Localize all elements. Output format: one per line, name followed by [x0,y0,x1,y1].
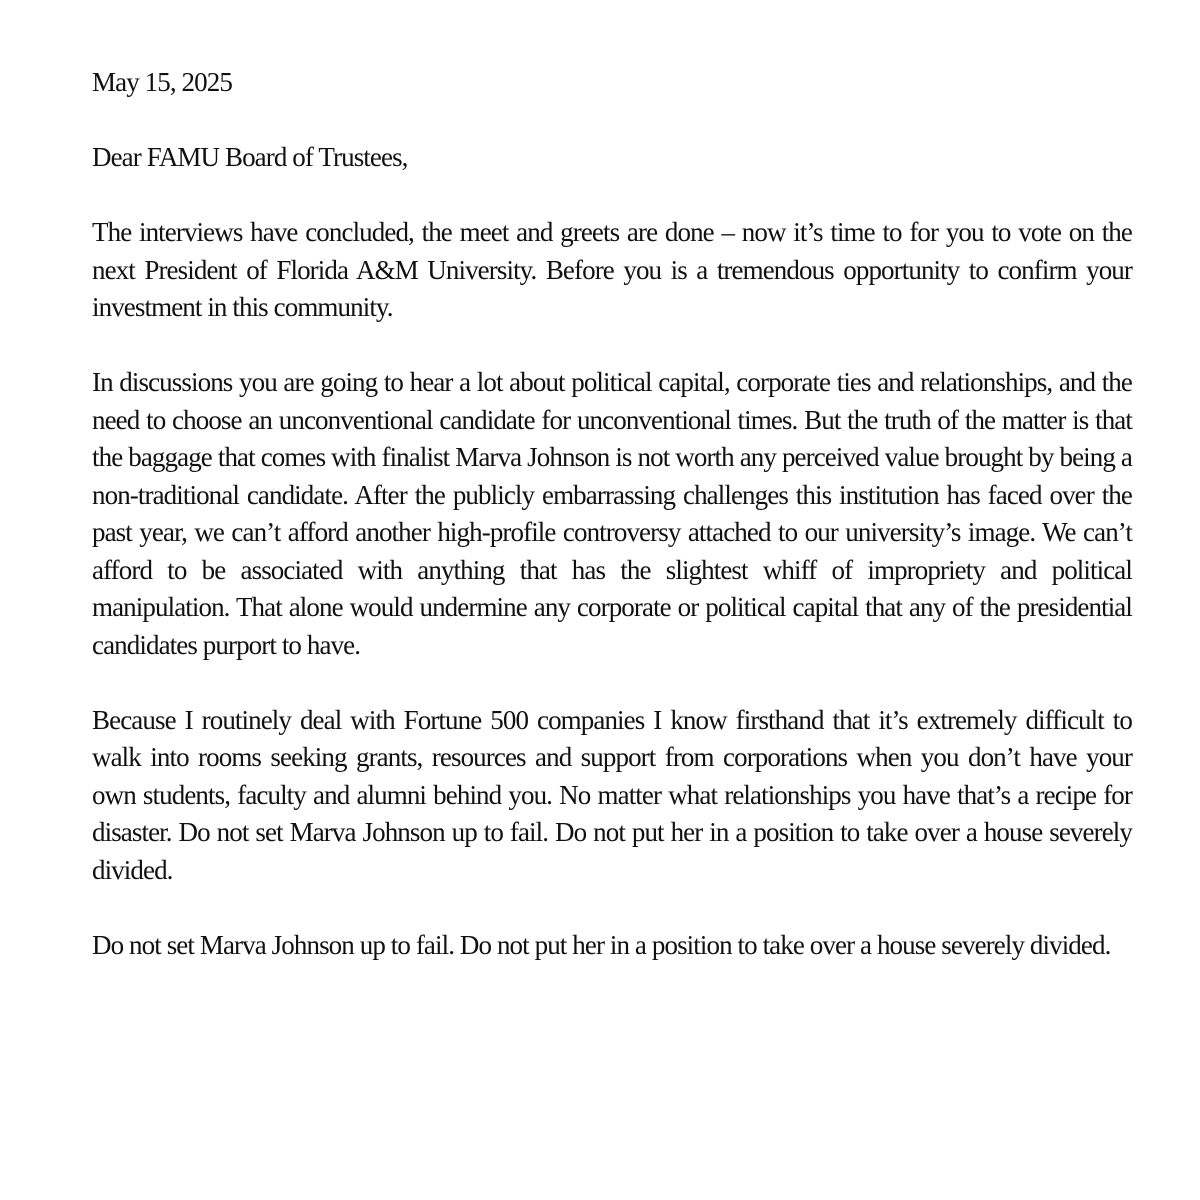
letter-paragraph-2: In discussions you are going to hear a lot about political capital, corporate ties and relationships, and the need to choose an unconventional candidate for unconventional times. But the truth of the matter is that the baggage that comes with finalist Marva Johnson is not worth any perceived value brought by being a non-traditional candidate. After the publicly embarrassing challenges this institution has faced over the past year, we can’t afford another high-profile controversy attached to our university’s image. We can’t afford to be associated with anything that has the slightest whiff of impropriety and political manipulation. That alone would undermine any corporate or political capital that any of the presidential candidates purport to have. [92,367,1132,660]
letter-paragraph-3: Because I routinely deal with Fortune 500 companies I know firsthand that it’s extremely difficult to walk into rooms seeking grants, resources and support from corporations when you don’t have your own students, faculty and alumni behind you. No matter what relationships you have that’s a recipe for disaster. Do not set Marva Johnson up to fail. Do not put her in a position to take over a house severely divided. [92,704,1132,885]
letter-date: May 15, 2025 [92,67,232,97]
letter-salutation: Dear FAMU Board of Trustees, [92,142,408,172]
letter-paragraph-4: Do not set Marva Johnson up to fail. Do not put her in a position to take over a house severely divided. [92,929,1111,960]
letter-paragraph-1: The interviews have concluded, the meet and greets are done – now it’s time to for you to vote on the next President of Florida A&M University. Before you is a tremendous opportunity to confirm your investment in this community. [92,217,1132,322]
letter-body [92,64,1132,1002]
